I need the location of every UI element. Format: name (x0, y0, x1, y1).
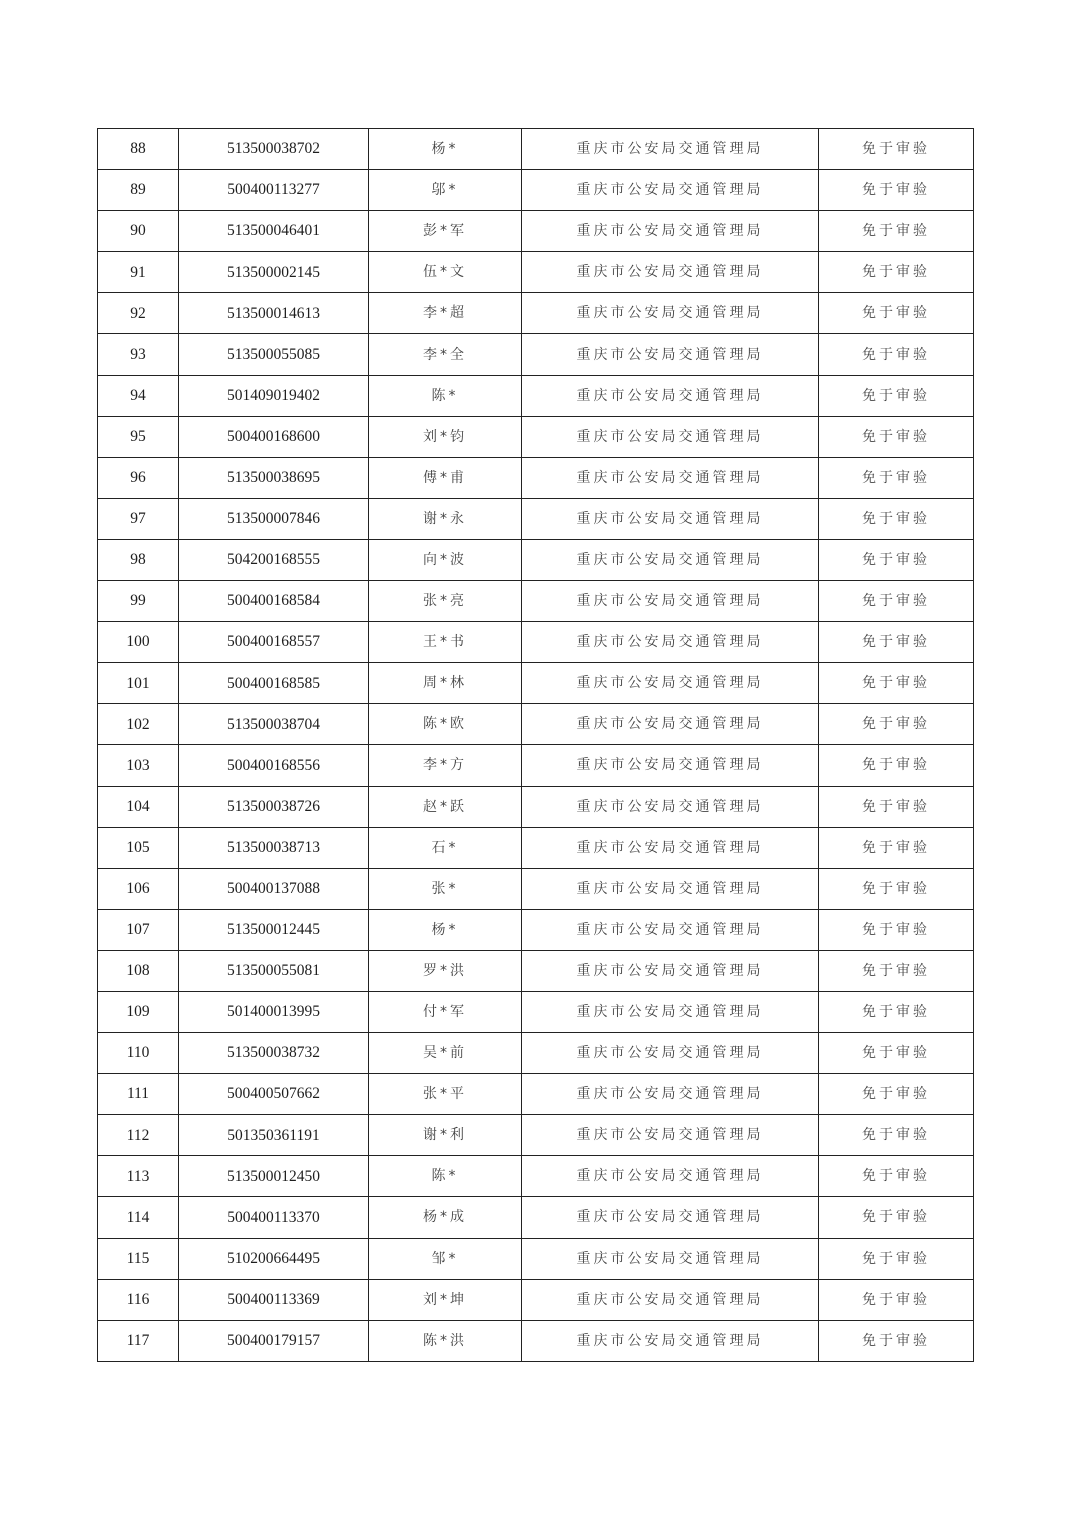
row-number-cell: 97 (98, 498, 179, 539)
holder-name-cell: 张* (369, 868, 522, 909)
license-number-cell: 500400179157 (179, 1320, 369, 1361)
holder-name-cell: 杨*成 (369, 1197, 522, 1238)
table-row (98, 1156, 974, 1197)
table-row (98, 581, 974, 622)
license-number-cell: 501400013995 (179, 991, 369, 1032)
issuing-authority-cell: 重庆市公安局交通管理局 (522, 581, 819, 622)
issuing-authority-cell: 重庆市公安局交通管理局 (522, 909, 819, 950)
review-status-cell: 免于审验 (819, 745, 974, 786)
review-status-cell: 免于审验 (819, 991, 974, 1032)
issuing-authority-cell: 重庆市公安局交通管理局 (522, 827, 819, 868)
license-number-cell: 500400168556 (179, 745, 369, 786)
table-row (98, 1115, 974, 1156)
table-row (98, 211, 974, 252)
issuing-authority-cell: 重庆市公安局交通管理局 (522, 786, 819, 827)
row-number-cell: 116 (98, 1279, 179, 1320)
issuing-authority-cell: 重庆市公安局交通管理局 (522, 1033, 819, 1074)
holder-name-cell: 谢*永 (369, 498, 522, 539)
table-row (98, 868, 974, 909)
holder-name-cell: 彭*军 (369, 211, 522, 252)
exemption-roster-table (97, 128, 974, 1362)
table-row (98, 827, 974, 868)
holder-name-cell: 王*书 (369, 622, 522, 663)
issuing-authority-cell: 重庆市公安局交通管理局 (522, 991, 819, 1032)
license-number-cell: 513500007846 (179, 498, 369, 539)
table-row (98, 1074, 974, 1115)
table-row (98, 1238, 974, 1279)
review-status-cell: 免于审验 (819, 909, 974, 950)
row-number-cell: 93 (98, 334, 179, 375)
holder-name-cell: 张*平 (369, 1074, 522, 1115)
review-status-cell: 免于审验 (819, 704, 974, 745)
holder-name-cell: 谢*利 (369, 1115, 522, 1156)
row-number-cell: 104 (98, 786, 179, 827)
holder-name-cell: 陈* (369, 375, 522, 416)
license-number-cell: 513500012450 (179, 1156, 369, 1197)
row-number-cell: 109 (98, 991, 179, 1032)
license-number-cell: 513500038713 (179, 827, 369, 868)
row-number-cell: 107 (98, 909, 179, 950)
license-number-cell: 513500002145 (179, 252, 369, 293)
holder-name-cell: 周*林 (369, 663, 522, 704)
review-status-cell: 免于审验 (819, 786, 974, 827)
review-status-cell: 免于审验 (819, 457, 974, 498)
issuing-authority-cell: 重庆市公安局交通管理局 (522, 334, 819, 375)
row-number-cell: 112 (98, 1115, 179, 1156)
issuing-authority-cell: 重庆市公安局交通管理局 (522, 622, 819, 663)
row-number-cell: 115 (98, 1238, 179, 1279)
roster-table-body (98, 129, 974, 1362)
review-status-cell: 免于审验 (819, 950, 974, 991)
review-status-cell: 免于审验 (819, 129, 974, 170)
table-row (98, 991, 974, 1032)
holder-name-cell: 陈*欧 (369, 704, 522, 745)
row-number-cell: 98 (98, 539, 179, 580)
review-status-cell: 免于审验 (819, 1279, 974, 1320)
issuing-authority-cell: 重庆市公安局交通管理局 (522, 950, 819, 991)
license-number-cell: 513500012445 (179, 909, 369, 950)
issuing-authority-cell: 重庆市公安局交通管理局 (522, 1115, 819, 1156)
holder-name-cell: 陈* (369, 1156, 522, 1197)
license-number-cell: 513500055085 (179, 334, 369, 375)
row-number-cell: 102 (98, 704, 179, 745)
row-number-cell: 105 (98, 827, 179, 868)
issuing-authority-cell: 重庆市公安局交通管理局 (522, 1197, 819, 1238)
table-row (98, 1197, 974, 1238)
holder-name-cell: 李*全 (369, 334, 522, 375)
issuing-authority-cell: 重庆市公安局交通管理局 (522, 1320, 819, 1361)
license-number-cell: 500400113277 (179, 170, 369, 211)
license-number-cell: 500400507662 (179, 1074, 369, 1115)
holder-name-cell: 邹* (369, 1238, 522, 1279)
row-number-cell: 90 (98, 211, 179, 252)
license-number-cell: 513500014613 (179, 293, 369, 334)
table-row (98, 704, 974, 745)
issuing-authority-cell: 重庆市公安局交通管理局 (522, 1279, 819, 1320)
holder-name-cell: 张*亮 (369, 581, 522, 622)
review-status-cell: 免于审验 (819, 868, 974, 909)
table-row (98, 786, 974, 827)
holder-name-cell: 杨* (369, 909, 522, 950)
license-number-cell: 500400168557 (179, 622, 369, 663)
row-number-cell: 114 (98, 1197, 179, 1238)
row-number-cell: 113 (98, 1156, 179, 1197)
table-row (98, 416, 974, 457)
row-number-cell: 99 (98, 581, 179, 622)
review-status-cell: 免于审验 (819, 252, 974, 293)
review-status-cell: 免于审验 (819, 622, 974, 663)
license-number-cell: 500400168585 (179, 663, 369, 704)
holder-name-cell: 罗*洪 (369, 950, 522, 991)
holder-name-cell: 付*军 (369, 991, 522, 1032)
license-number-cell: 500400137088 (179, 868, 369, 909)
holder-name-cell: 赵*跃 (369, 786, 522, 827)
review-status-cell: 免于审验 (819, 1320, 974, 1361)
review-status-cell: 免于审验 (819, 1238, 974, 1279)
license-number-cell: 501350361191 (179, 1115, 369, 1156)
holder-name-cell: 伍*文 (369, 252, 522, 293)
issuing-authority-cell: 重庆市公安局交通管理局 (522, 868, 819, 909)
table-row (98, 252, 974, 293)
table-row (98, 457, 974, 498)
table-row (98, 1320, 974, 1361)
row-number-cell: 96 (98, 457, 179, 498)
row-number-cell: 92 (98, 293, 179, 334)
review-status-cell: 免于审验 (819, 375, 974, 416)
license-number-cell: 513500038726 (179, 786, 369, 827)
issuing-authority-cell: 重庆市公安局交通管理局 (522, 1156, 819, 1197)
license-number-cell: 504200168555 (179, 539, 369, 580)
holder-name-cell: 李*方 (369, 745, 522, 786)
review-status-cell: 免于审验 (819, 211, 974, 252)
holder-name-cell: 刘*坤 (369, 1279, 522, 1320)
row-number-cell: 103 (98, 745, 179, 786)
table-row (98, 950, 974, 991)
row-number-cell: 89 (98, 170, 179, 211)
table-row (98, 663, 974, 704)
review-status-cell: 免于审验 (819, 1033, 974, 1074)
issuing-authority-cell: 重庆市公安局交通管理局 (522, 457, 819, 498)
table-row (98, 622, 974, 663)
review-status-cell: 免于审验 (819, 416, 974, 457)
license-number-cell: 513500046401 (179, 211, 369, 252)
holder-name-cell: 李*超 (369, 293, 522, 334)
issuing-authority-cell: 重庆市公安局交通管理局 (522, 375, 819, 416)
issuing-authority-cell: 重庆市公安局交通管理局 (522, 416, 819, 457)
issuing-authority-cell: 重庆市公安局交通管理局 (522, 1074, 819, 1115)
license-number-cell: 513500055081 (179, 950, 369, 991)
review-status-cell: 免于审验 (819, 581, 974, 622)
review-status-cell: 免于审验 (819, 1074, 974, 1115)
license-number-cell: 501409019402 (179, 375, 369, 416)
issuing-authority-cell: 重庆市公安局交通管理局 (522, 704, 819, 745)
issuing-authority-cell: 重庆市公安局交通管理局 (522, 498, 819, 539)
holder-name-cell: 向*波 (369, 539, 522, 580)
issuing-authority-cell: 重庆市公安局交通管理局 (522, 252, 819, 293)
row-number-cell: 110 (98, 1033, 179, 1074)
table-row (98, 293, 974, 334)
issuing-authority-cell: 重庆市公安局交通管理局 (522, 170, 819, 211)
license-number-cell: 500400113369 (179, 1279, 369, 1320)
review-status-cell: 免于审验 (819, 1115, 974, 1156)
table-row (98, 539, 974, 580)
table-row (98, 1033, 974, 1074)
table-row (98, 334, 974, 375)
row-number-cell: 88 (98, 129, 179, 170)
row-number-cell: 101 (98, 663, 179, 704)
review-status-cell: 免于审验 (819, 827, 974, 868)
holder-name-cell: 陈*洪 (369, 1320, 522, 1361)
table-row (98, 170, 974, 211)
review-status-cell: 免于审验 (819, 334, 974, 375)
row-number-cell: 111 (98, 1074, 179, 1115)
review-status-cell: 免于审验 (819, 539, 974, 580)
row-number-cell: 117 (98, 1320, 179, 1361)
table-row (98, 498, 974, 539)
table-row (98, 909, 974, 950)
holder-name-cell: 石* (369, 827, 522, 868)
holder-name-cell: 傅*甫 (369, 457, 522, 498)
license-number-cell: 500400168584 (179, 581, 369, 622)
issuing-authority-cell: 重庆市公安局交通管理局 (522, 293, 819, 334)
review-status-cell: 免于审验 (819, 1197, 974, 1238)
review-status-cell: 免于审验 (819, 1156, 974, 1197)
table-row (98, 375, 974, 416)
issuing-authority-cell: 重庆市公安局交通管理局 (522, 129, 819, 170)
row-number-cell: 100 (98, 622, 179, 663)
row-number-cell: 91 (98, 252, 179, 293)
issuing-authority-cell: 重庆市公安局交通管理局 (522, 539, 819, 580)
review-status-cell: 免于审验 (819, 293, 974, 334)
license-number-cell: 500400113370 (179, 1197, 369, 1238)
holder-name-cell: 吴*前 (369, 1033, 522, 1074)
row-number-cell: 94 (98, 375, 179, 416)
license-number-cell: 513500038695 (179, 457, 369, 498)
holder-name-cell: 杨* (369, 129, 522, 170)
license-number-cell: 500400168600 (179, 416, 369, 457)
issuing-authority-cell: 重庆市公安局交通管理局 (522, 211, 819, 252)
license-number-cell: 513500038704 (179, 704, 369, 745)
issuing-authority-cell: 重庆市公安局交通管理局 (522, 1238, 819, 1279)
review-status-cell: 免于审验 (819, 498, 974, 539)
review-status-cell: 免于审验 (819, 663, 974, 704)
issuing-authority-cell: 重庆市公安局交通管理局 (522, 663, 819, 704)
table-row (98, 129, 974, 170)
holder-name-cell: 邬* (369, 170, 522, 211)
row-number-cell: 95 (98, 416, 179, 457)
license-number-cell: 513500038702 (179, 129, 369, 170)
review-status-cell: 免于审验 (819, 170, 974, 211)
row-number-cell: 106 (98, 868, 179, 909)
table-row (98, 745, 974, 786)
holder-name-cell: 刘*钧 (369, 416, 522, 457)
row-number-cell: 108 (98, 950, 179, 991)
issuing-authority-cell: 重庆市公安局交通管理局 (522, 745, 819, 786)
license-number-cell: 510200664495 (179, 1238, 369, 1279)
table-row (98, 1279, 974, 1320)
license-number-cell: 513500038732 (179, 1033, 369, 1074)
